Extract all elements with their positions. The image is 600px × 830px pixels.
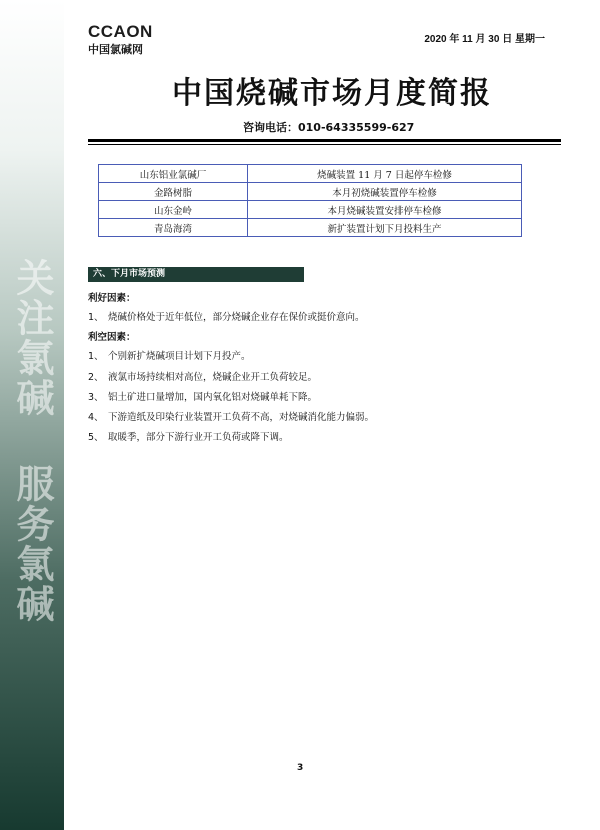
table-cell-company: 金路树脂 (99, 183, 248, 201)
item-number: 4、 (88, 412, 104, 423)
list-item (88, 429, 289, 443)
table-cell-note: 本月烧碱装置安排停车检修 (248, 201, 522, 219)
header-rule-thin (88, 144, 561, 145)
table-cell-company: 青岛海湾 (99, 219, 248, 237)
table-row (99, 219, 522, 237)
ccaon-logo (88, 22, 153, 57)
table-cell-note: 本月初烧碱装置停车检修 (248, 183, 522, 201)
header-rule-thick (88, 139, 561, 142)
negative-factors-heading: 利空因素： (88, 332, 136, 343)
item-number: 2、 (88, 372, 104, 383)
list-item (88, 389, 317, 403)
item-text: 取暖季，部分下游行业开工负荷或降下调。 (108, 432, 289, 443)
list-item (88, 348, 251, 362)
table-cell-note: 新扩装置计划下月投料生产 (248, 219, 522, 237)
side-slogan: 关注氯碱 服务氯碱 (10, 258, 54, 624)
item-text: 铝土矿进口量增加，国内氧化铝对烧碱单耗下降。 (108, 392, 318, 403)
list-item (88, 309, 365, 323)
maintenance-table (98, 164, 522, 237)
logo-chinese: 中国氯碱网 (88, 43, 143, 56)
list-item (88, 369, 317, 383)
item-number: 3、 (88, 392, 104, 403)
table-cell-note: 烧碱装置 11 月 7 日起停车检修 (248, 165, 522, 183)
page-number: 3 (297, 763, 304, 773)
item-number: 1、 (88, 351, 104, 362)
table-cell-company: 山东金岭 (99, 201, 248, 219)
item-text: 个别新扩烧碱项目计划下月投产。 (108, 351, 251, 362)
table-row (99, 165, 522, 183)
item-number: 5、 (88, 432, 104, 443)
hotline: 咨询电话：010-64335599-627 (243, 121, 415, 134)
page-title: 中国烧碱市场月度简报 (172, 76, 492, 111)
issue-date: 2020 年 11 月 30 日 星期一 (424, 34, 545, 45)
table-row (99, 201, 522, 219)
item-text: 烧碱价格处于近年低位，部分烧碱企业存在保价或挺价意向。 (108, 312, 365, 323)
table-row (99, 183, 522, 201)
section-heading-bar: 六、下月市场预测 (88, 267, 304, 282)
item-number: 1、 (88, 312, 104, 323)
item-text: 下游造纸及印染行业装置开工负荷不高，对烧碱消化能力偏弱。 (108, 412, 375, 423)
list-item (88, 409, 374, 423)
item-text: 液氯市场持续相对高位，烧碱企业开工负荷较足。 (108, 372, 318, 383)
table-cell-company: 山东铝业氯碱厂 (99, 165, 248, 183)
positive-factors-heading: 利好因素： (88, 293, 136, 304)
logo-english: CCAON (88, 22, 153, 41)
